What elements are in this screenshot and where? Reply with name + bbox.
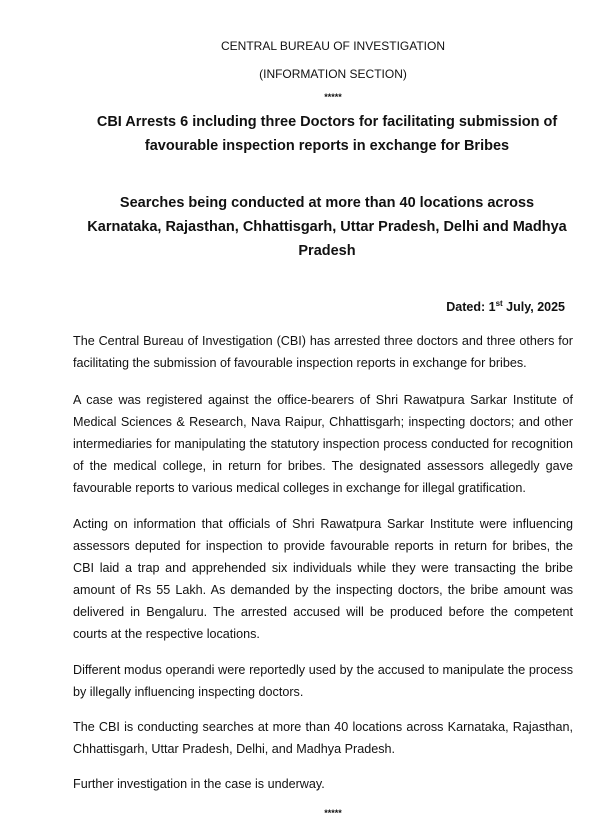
body-paragraph-3: Acting on information that officials of Shri Rawatpura Sarkar Institute were influencing assessors deputed for inspection to provide favourable reports in return for bribes, the CBI laid a trap and apprehended six individuals while they were transacting the bribe amount of Rs 55 Lakh. As demanded by the inspecting doctors, the bribe amount was delivered in Bengaluru. The arrested accused will be produced before the competent courts at the respective locations. (73, 517, 573, 641)
separator-bottom: ***** (324, 808, 342, 818)
headline: CBI Arrests 6 including three Doctors for facilitating submission of favourable inspection reports in exchange for Bribes (96, 114, 558, 154)
body-paragraph-5: The CBI is conducting searches at more than 40 locations across Karnataka, Rajasthan, Chhattisgarh, Uttar Pradesh, Delhi, and Madhya Pradesh. (73, 720, 573, 756)
date-rest: July, 2025 (502, 300, 565, 314)
body-paragraph-6: Further investigation in the case is underway. (73, 777, 325, 791)
organization-name: CENTRAL BUREAU OF INVESTIGATION (220, 39, 446, 53)
date-suffix: st (495, 298, 503, 308)
date-day: 1 (488, 300, 496, 314)
body-paragraph-4: Different modus operandi were reportedly used by the accused to manipulate the process by illegally influencing inspecting doctors. (73, 663, 573, 699)
release-date (73, 299, 573, 315)
section-name: (INFORMATION SECTION) (259, 67, 407, 81)
subheadline: Searches being conducted at more than 40 locations across Karnataka, Rajasthan, Chhattisgarh, Uttar Pradesh, Delhi and Madhya Pradesh (87, 195, 567, 259)
body-paragraph-2: A case was registered against the office-bearers of Shri Rawatpura Sarkar Institute of Medical Sciences & Research, Nava Raipur, Chhattisgarh; inspecting doctors; and other intermediaries for manipulating the statutory inspection process conducted for recognition of the medical college, in return for bribes. The designated assessors allegedly gave favourable reports to various medical colleges in exchange for illegal gratification. (73, 393, 573, 495)
date-prefix: Dated: (446, 300, 489, 314)
body-paragraph-1: The Central Bureau of Investigation (CBI) has arrested three doctors and three others for facilitating the submission of favourable inspection reports in exchange for bribes. (73, 334, 573, 370)
separator-top: ***** (324, 92, 342, 102)
